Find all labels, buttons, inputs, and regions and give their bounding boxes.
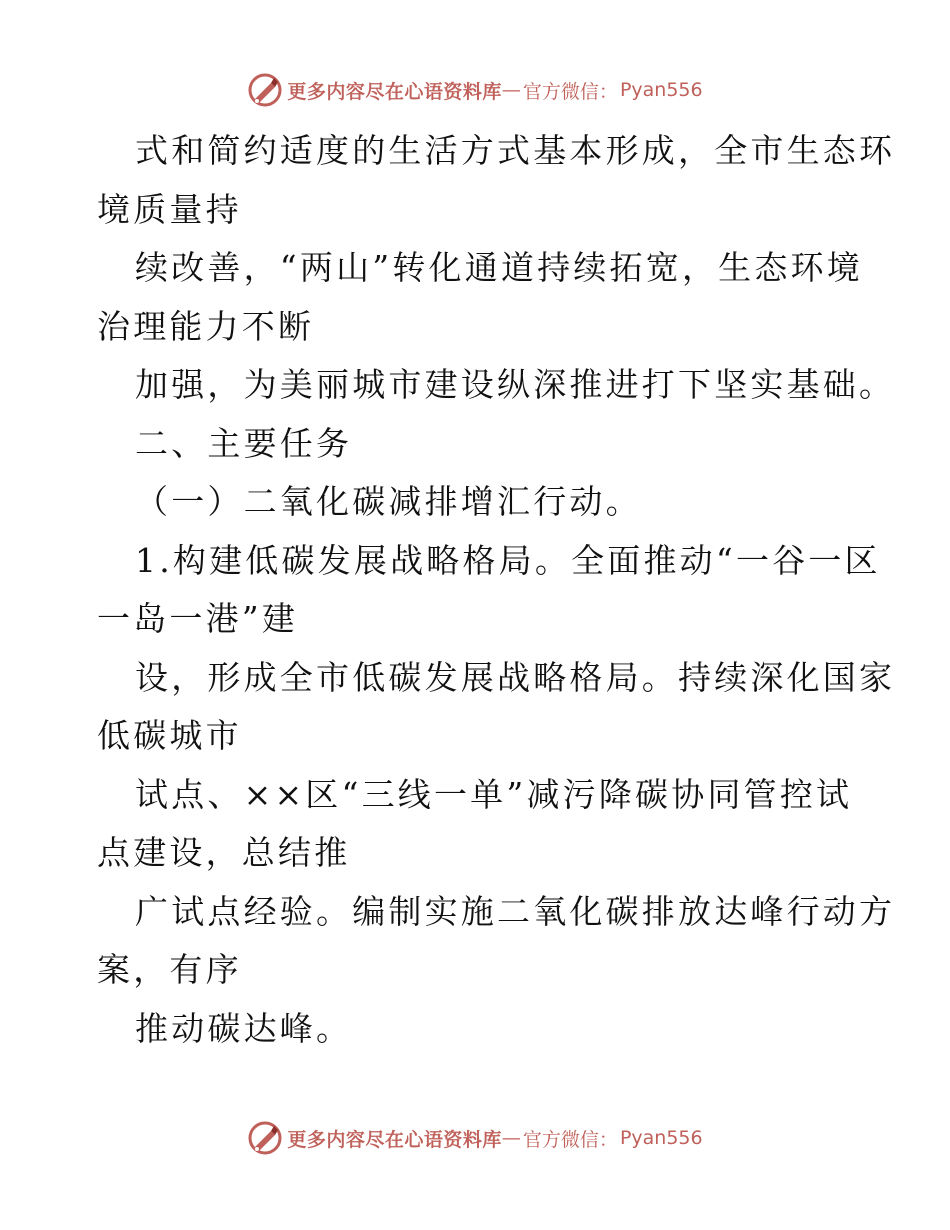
header-banner bbox=[0, 70, 950, 110]
body-line: 治理能力不断 bbox=[97, 306, 315, 346]
subsection-heading: （一）二氧化碳减排增汇行动。 bbox=[135, 482, 642, 521]
banner-wechat-id: Pyan556 bbox=[619, 1127, 703, 1149]
document-body bbox=[97, 122, 896, 1058]
body-line: 境质量持 bbox=[97, 189, 242, 229]
body-line: 低碳城市 bbox=[97, 716, 242, 755]
body-line: 点建设，总结推 bbox=[97, 833, 351, 872]
banner-separator: — bbox=[501, 79, 521, 101]
banner-label: 官方微信： bbox=[522, 80, 618, 103]
banner-label: 官方微信： bbox=[522, 1128, 618, 1151]
banner-title: 更多内容尽在心语资料库 bbox=[287, 1128, 502, 1151]
pen-logo-icon bbox=[247, 1120, 283, 1156]
banner-separator: — bbox=[501, 1127, 521, 1149]
body-line: 一岛一港”建 bbox=[97, 599, 299, 638]
body-line: 广试点经验。编制实施二氧化碳排放达峰行动方 bbox=[135, 891, 896, 931]
body-line: 续改善，“两山”转化通道持续拓宽，生态环境 bbox=[135, 248, 863, 287]
body-line: 推动碳达峰。 bbox=[135, 1008, 353, 1048]
body-line: 1.构建低碳发展战略格局。全面推动“一谷一区 bbox=[135, 540, 881, 580]
body-line: 案，有序 bbox=[97, 950, 242, 989]
banner-wechat-id: Pyan556 bbox=[619, 79, 703, 101]
body-line: 试点、××区“三线一单”减污降碳协同管控试 bbox=[135, 774, 853, 814]
body-line: 设，形成全市低碳发展战略格局。持续深化国家 bbox=[135, 657, 896, 697]
section-heading: 二、主要任务 bbox=[135, 423, 353, 463]
banner-title: 更多内容尽在心语资料库 bbox=[287, 80, 502, 103]
pen-logo-icon bbox=[247, 72, 283, 108]
footer-banner bbox=[0, 1118, 950, 1158]
body-line: 加强，为美丽城市建设纵深推进打下坚实基础。 bbox=[135, 365, 896, 404]
body-line: 式和简约适度的生活方式基本形成，全市生态环 bbox=[135, 131, 896, 170]
